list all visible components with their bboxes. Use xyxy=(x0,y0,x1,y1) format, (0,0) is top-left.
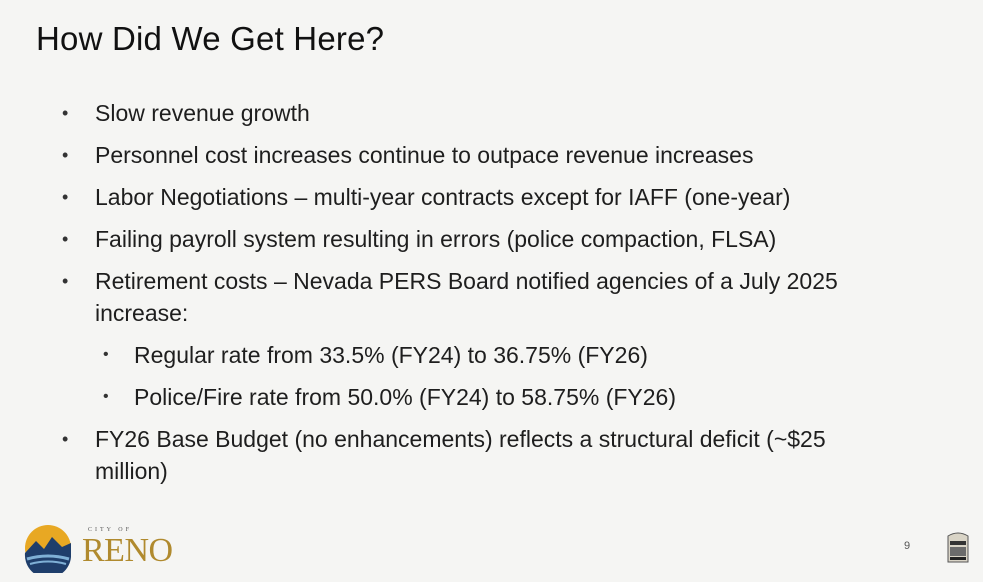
bullet-list xyxy=(62,97,942,497)
bullet-text: Slow revenue growth xyxy=(95,100,310,126)
sub-bullet-item xyxy=(62,381,942,413)
sub-bullet-item xyxy=(62,339,942,371)
bullet-item xyxy=(62,265,895,329)
bullet-item xyxy=(62,423,895,487)
page-number: 9 xyxy=(904,540,911,552)
bullet-item xyxy=(62,181,942,213)
bullet-text: Failing payroll system resulting in errors (police compaction, FLSA) xyxy=(95,226,777,252)
bullet-dot: • xyxy=(62,145,69,165)
city-seal-icon xyxy=(946,532,970,566)
bullet-dot: • xyxy=(103,346,109,363)
bullet-text: Regular rate from 33.5% (FY24) to 36.75% (FY26) xyxy=(134,342,648,368)
bullet-text: FY26 Base Budget (no enhancements) reflects a structural deficit (~$25 million) xyxy=(95,426,826,484)
bullet-dot: • xyxy=(62,187,69,207)
bullet-text: Personnel cost increases continue to outpace revenue increases xyxy=(95,142,754,168)
bullet-dot: • xyxy=(62,103,69,123)
bullet-item xyxy=(62,223,942,255)
bullet-text: Police/Fire rate from 50.0% (FY24) to 58.75% (FY26) xyxy=(134,384,676,410)
bullet-dot: • xyxy=(62,271,69,291)
bullet-dot: • xyxy=(62,429,69,449)
logo-city-of-text: CITY OF xyxy=(88,527,132,533)
bullet-text: Retirement costs – Nevada PERS Board notified agencies of a July 2025 increase: xyxy=(95,268,838,326)
bullet-item xyxy=(62,97,942,129)
logo-reno-text: RENO xyxy=(82,532,173,569)
bullet-text: Labor Negotiations – multi-year contracts except for IAFF (one-year) xyxy=(95,184,791,210)
bullet-dot: • xyxy=(103,388,109,405)
bullet-dot: • xyxy=(62,229,69,249)
bullet-item xyxy=(62,139,942,171)
slide-title: How Did We Get Here? xyxy=(36,20,385,57)
